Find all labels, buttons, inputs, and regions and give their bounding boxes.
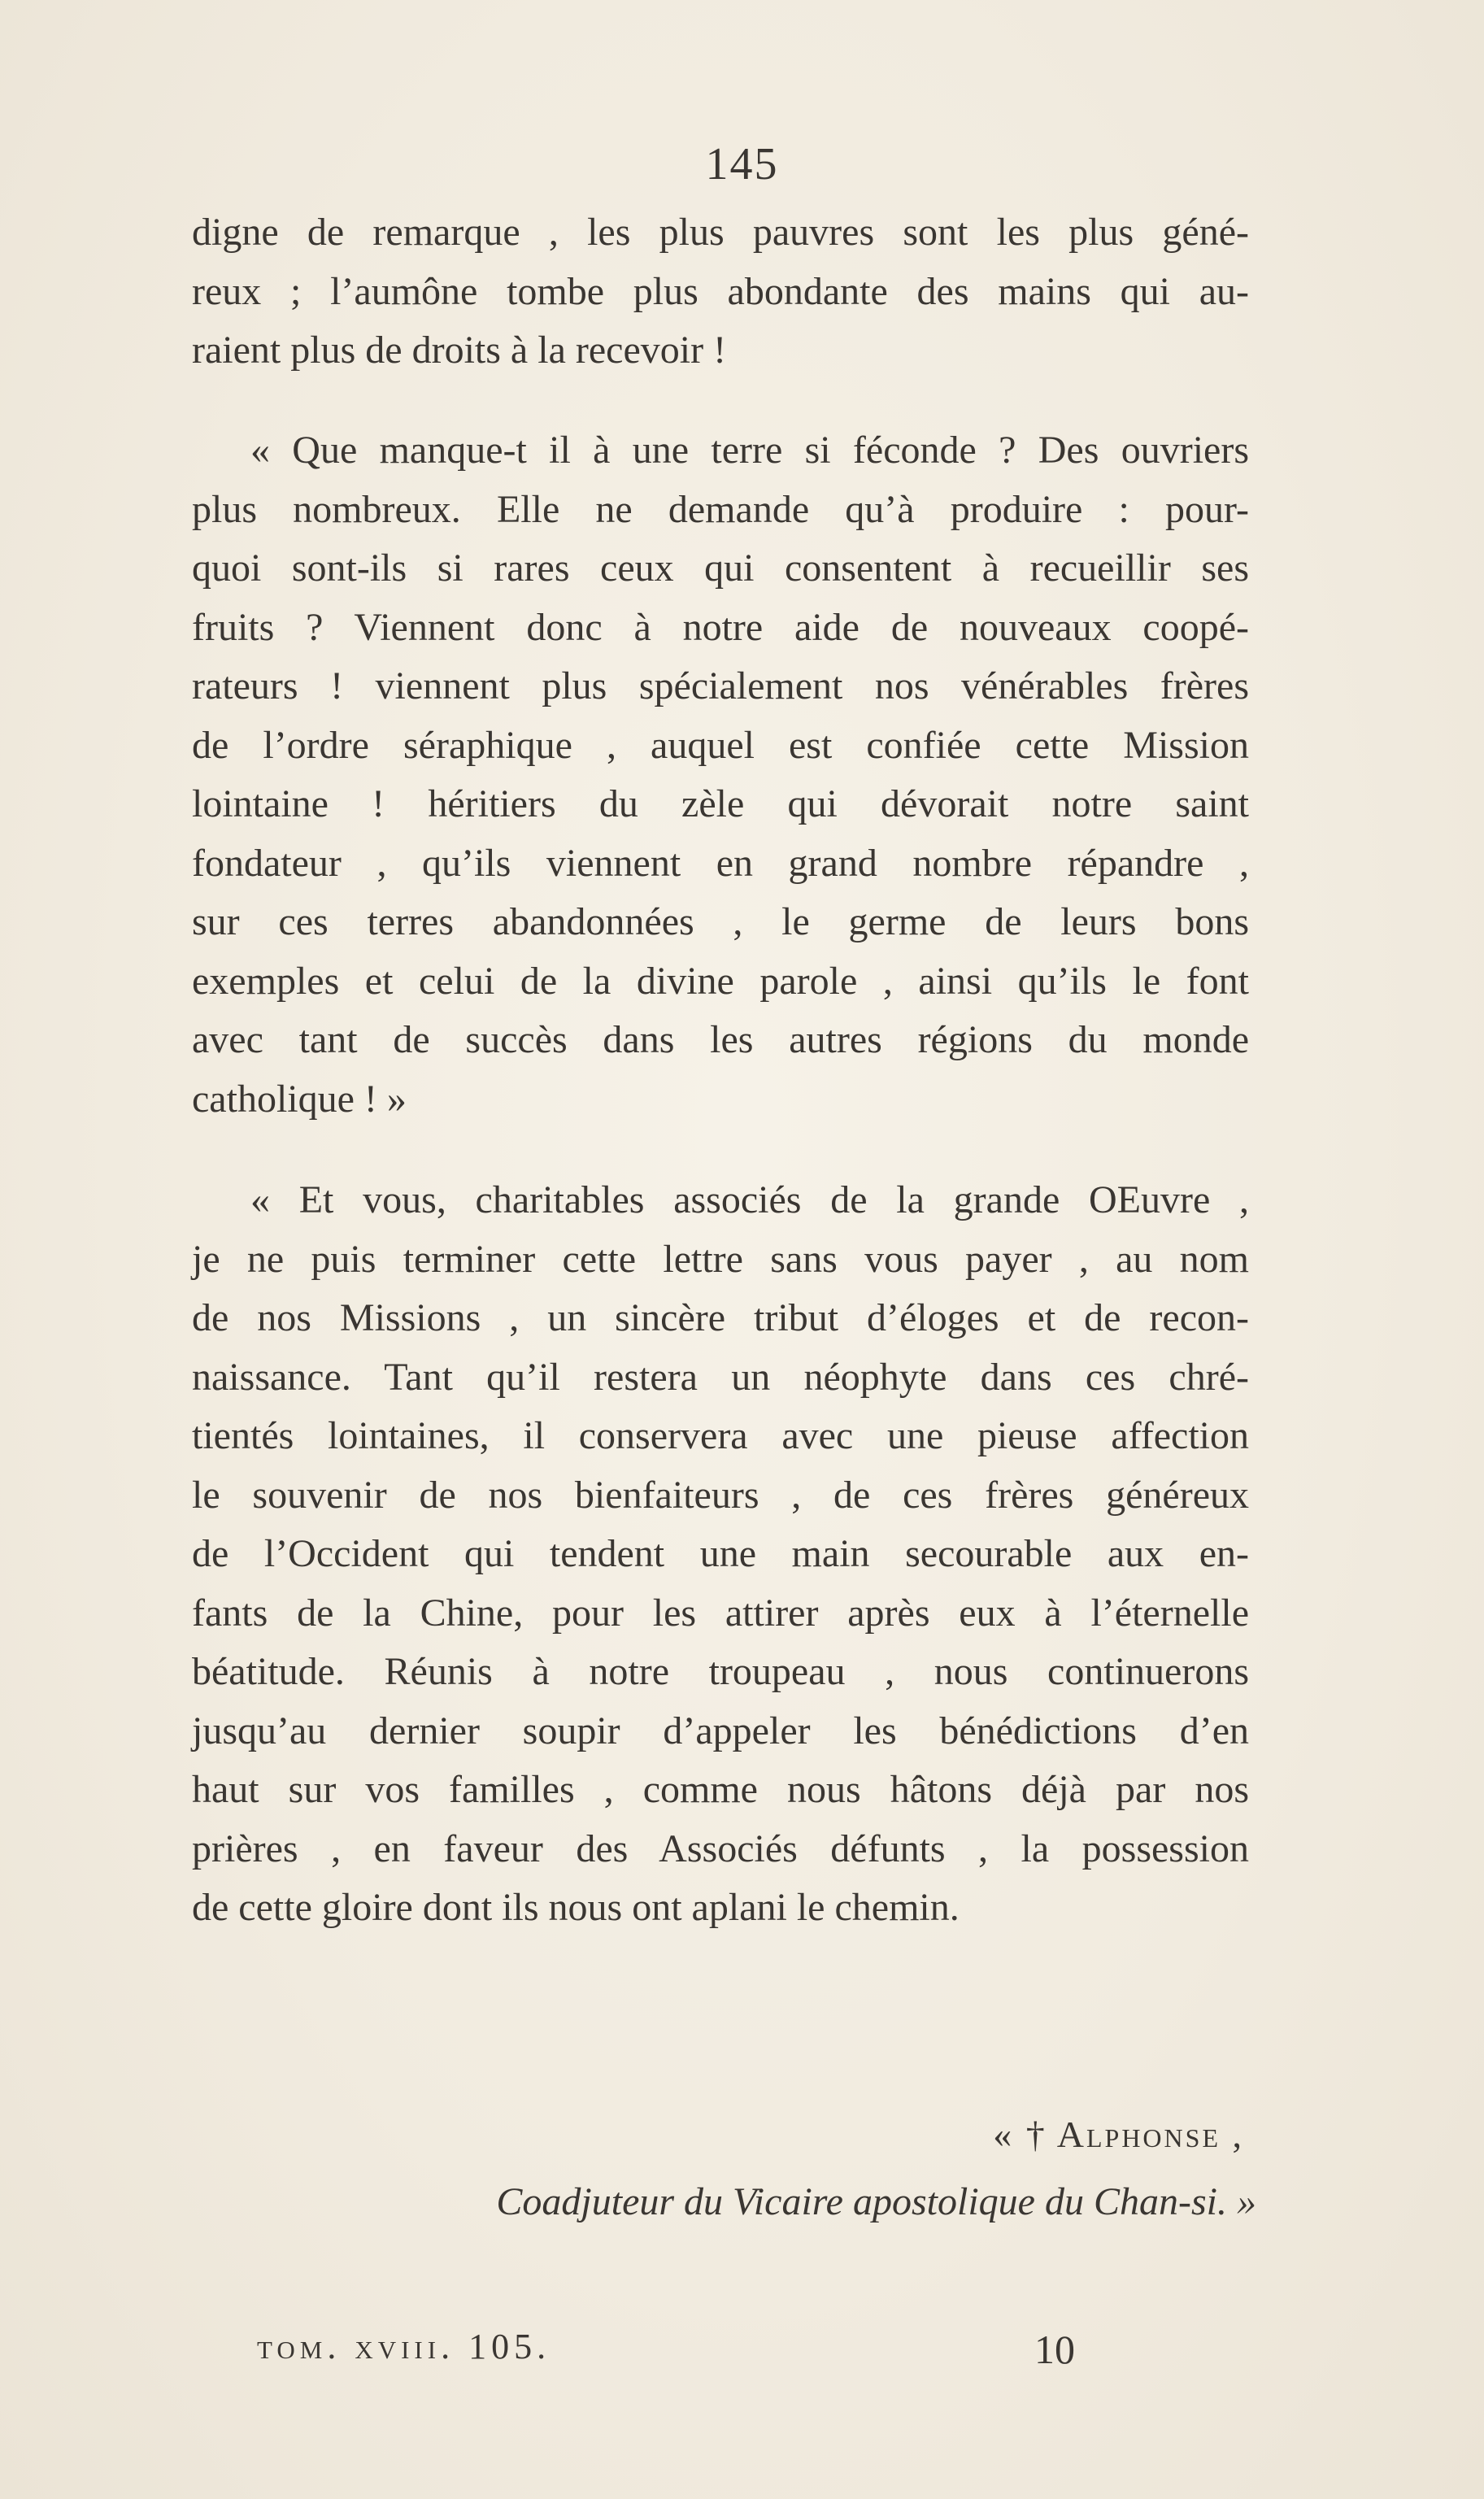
text-line: plus nombreux. Elle ne demande qu’à produire : pour- — [192, 487, 1249, 531]
text-line: béatitude. Réunis à notre troupeau , nous continuerons — [192, 1650, 1249, 1693]
text-line: fondateur , qu’ils viennent en grand nombre répandre , — [192, 841, 1249, 885]
text-line: exemples et celui de la divine parole , ainsi qu’ils le font — [192, 959, 1249, 1003]
text-line: jusqu’au dernier soupir d’appeler les bénédictions d’en — [192, 1709, 1249, 1752]
paragraph-3 — [192, 1171, 1249, 1938]
text-line: de cette gloire dont ils nous ont aplani le chemin. — [192, 1886, 960, 1929]
text-line: sur ces terres abandonnées , le germe de leurs bons — [192, 900, 1249, 943]
paragraph-2 — [192, 421, 1249, 1129]
text-line: le souvenir de nos bienfaiteurs , de ces frères généreux — [192, 1473, 1249, 1517]
text-line: de l’ordre séraphique , auquel est confiée cette Mission — [192, 723, 1249, 767]
text-line: digne de remarque , les plus pauvres sont les plus géné- — [192, 211, 1249, 254]
text-line: de nos Missions , un sincère tribut d’éloges et de recon- — [192, 1296, 1249, 1339]
text-line: prières , en faveur des Associés défunts , la possession — [192, 1826, 1249, 1870]
text-line: raient plus de droits à la recevoir ! — [192, 329, 727, 372]
text-line: lointaine ! héritiers du zèle qui dévorait notre saint — [192, 782, 1249, 825]
text-line: rateurs ! viennent plus spécialement nos vénérables frères — [192, 664, 1249, 707]
text-line: fruits ? Viennent donc à notre aide de nouveaux coopé- — [192, 605, 1249, 649]
text-line: haut sur vos familles , comme nous hâtons déjà par nos — [192, 1768, 1249, 1811]
signature-name: « † Alphonse , — [993, 2114, 1244, 2155]
text-line: quoi sont-ils si rares ceux qui consentent à recueillir ses — [192, 546, 1249, 590]
paragraph-1 — [192, 203, 1249, 381]
signature-title: Coadjuteur du Vicaire apostolique du Chan-si. » — [496, 2180, 1256, 2223]
text-line: naissance. Tant qu’il restera un néophyte dans ces chré- — [192, 1355, 1249, 1399]
text-line: je ne puis terminer cette lettre sans vous payer , au nom — [192, 1237, 1249, 1281]
signature-mark: 10 — [1034, 2327, 1075, 2372]
text-line: avec tant de succès dans les autres régions du monde — [192, 1018, 1249, 1061]
text-line: « Et vous, charitables associés de la grande OEuvre , — [250, 1178, 1249, 1221]
page-number: 145 — [705, 139, 779, 189]
text-line: catholique ! » — [192, 1077, 407, 1121]
text-line: de l’Occident qui tendent une main secourable aux en- — [192, 1532, 1249, 1575]
text-line: « Que manque-t il à une terre si féconde ? Des ouvriers — [250, 429, 1249, 472]
text-line: tientés lointaines, il conservera avec une pieuse affection — [192, 1414, 1249, 1457]
text-line: reux ; l’aumône tombe plus abondante des mains qui au- — [192, 269, 1249, 313]
volume-mark: tom. xviii. 105. — [257, 2327, 551, 2366]
text-line: fants de la Chine, pour les attirer après eux à l’éternelle — [192, 1591, 1249, 1635]
